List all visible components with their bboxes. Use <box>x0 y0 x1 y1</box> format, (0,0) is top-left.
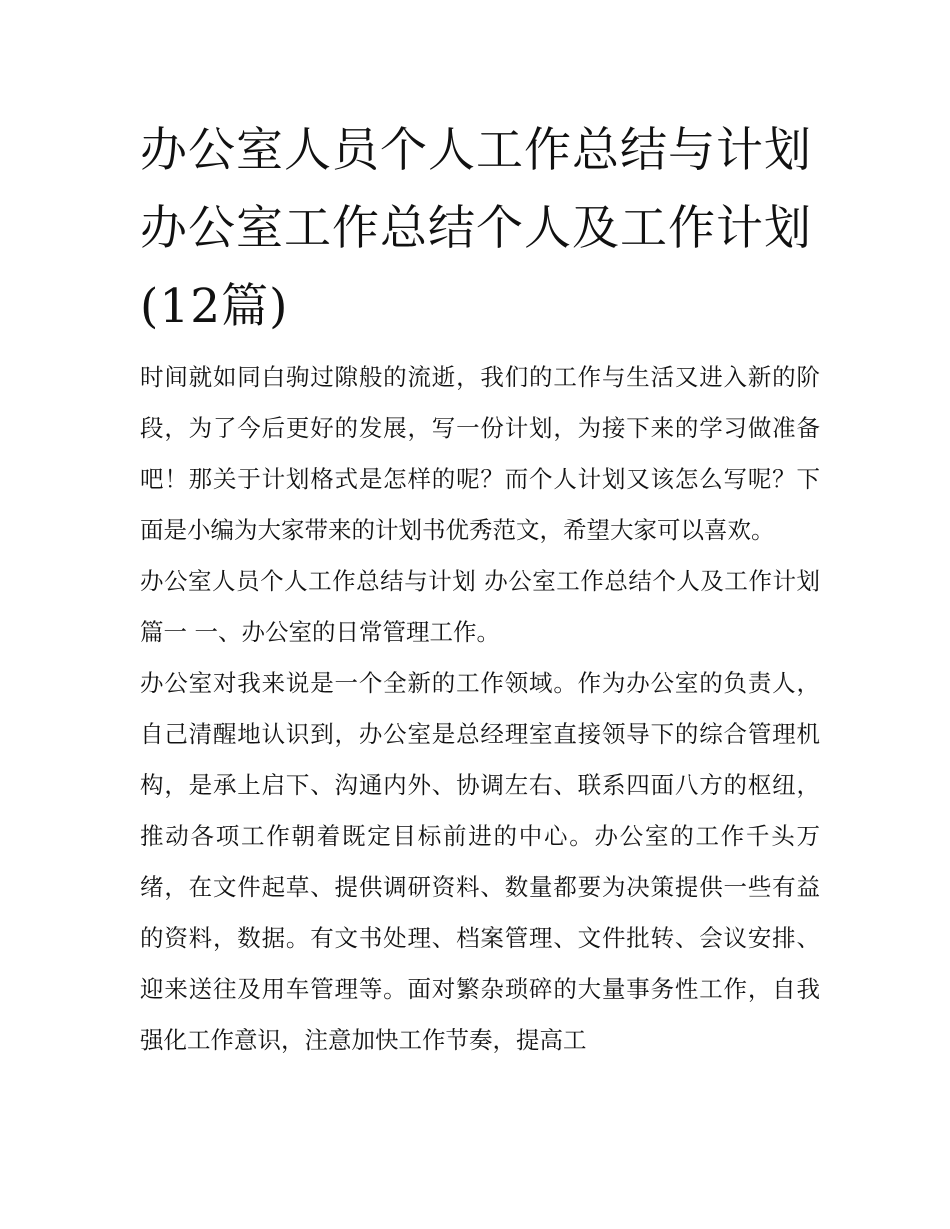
document-body <box>140 112 820 1066</box>
paragraph-section-heading: 办公室人员个人工作总结与计划 办公室工作总结个人及工作计划篇一 一、办公室的日常管理工作。 <box>140 567 820 646</box>
paragraph-office-work: 办公室对我来说是一个全新的工作领域。作为办公室的负责人，自己清醒地认识到，办公室是总经理室直接领导下的综合管理机构，是承上启下、沟通内外、协调左右、联系四面八方的枢纽，推动各项工作朝着既定目标前进的中心。办公室的工作千头万绪，在文件起草、提供调研资料、数量都要为决策提供一些有益的资料，数据。有文书处理、档案管理、文件批转、会议安排、迎来送往及用车管理等。面对繁杂琐碎的大量事务性工作，自我强化工作意识，注意加快工作节奏，提高工 <box>140 669 820 1054</box>
paragraph-intro: 时间就如同白驹过隙般的流逝，我们的工作与生活又进入新的阶段，为了今后更好的发展，写一份计划，为接下来的学习做准备吧！那关于计划格式是怎样的呢？而个人计划又该怎么写呢？下面是小编为大家带来的计划书优秀范文，希望大家可以喜欢。 <box>140 363 820 544</box>
document-title: 办公室人员个人工作总结与计划 办公室工作总结个人及工作计划(12篇) <box>140 123 812 334</box>
